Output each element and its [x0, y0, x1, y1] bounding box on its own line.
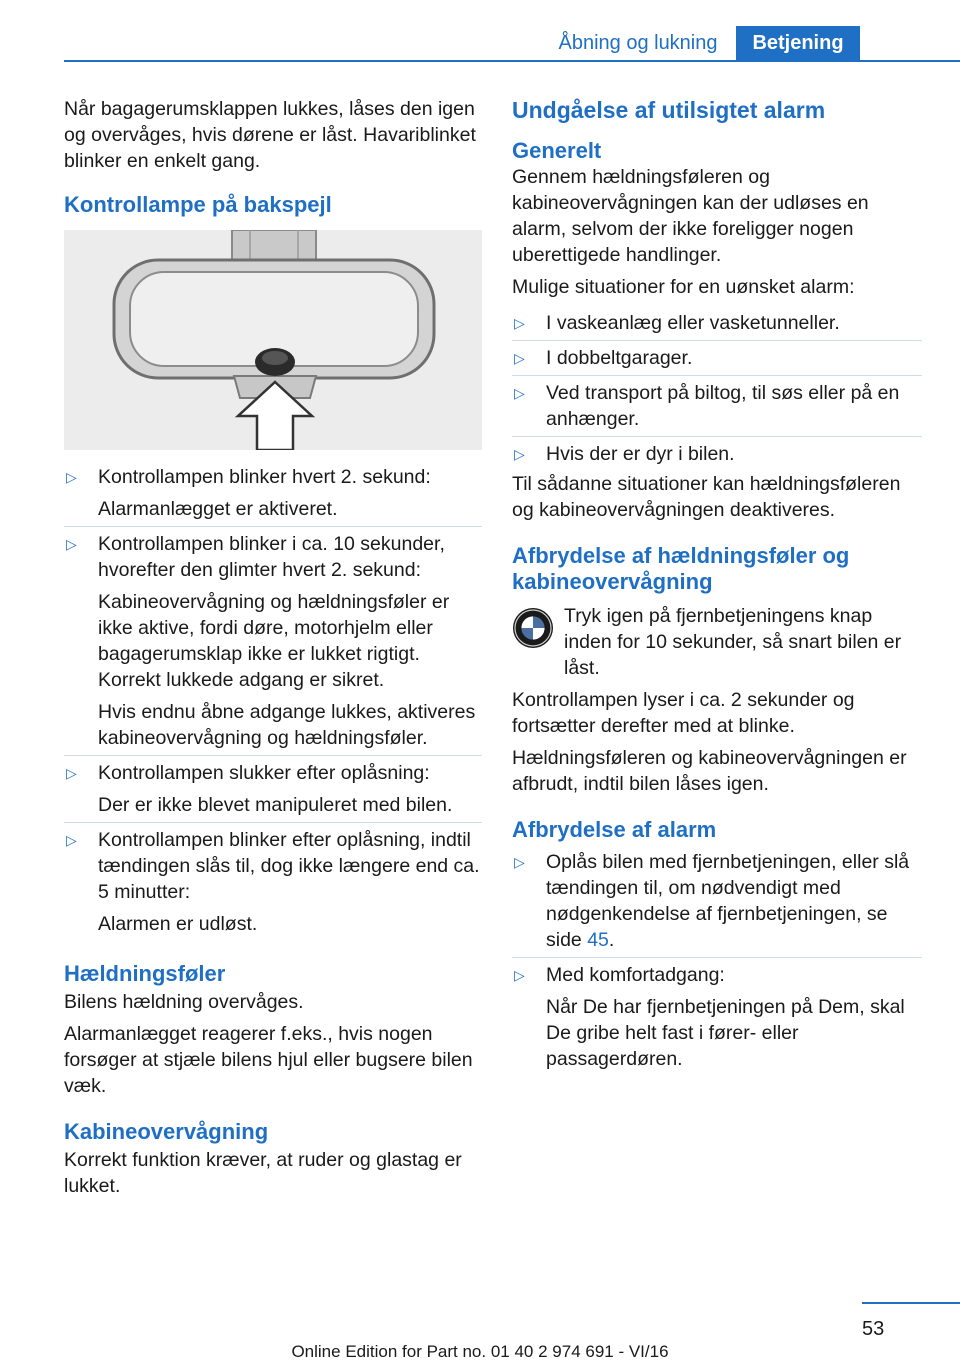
- alarm-item-text: Oplås bilen med fjernbetjeningen, eller slå tændingen til, om nødvendigt med nødgenkendelse af fjernbetjeningen, se side: [546, 851, 910, 951]
- interrupt-paragraph-3: Hældningsføleren og kabineovervågningen er afbrudt, indtil bilen låses igen.: [512, 747, 907, 795]
- triangle-bullet-icon: ▷: [514, 315, 525, 331]
- list-item: [64, 823, 482, 941]
- left-column: [64, 96, 482, 1205]
- list-item: [512, 306, 922, 341]
- list-item-text: I vaskeanlæg eller vasketunneller.: [546, 312, 840, 334]
- triangle-bullet-icon: ▷: [514, 854, 525, 870]
- edition-footer: Online Edition for Part no. 01 40 2 974 691 - VI/16: [291, 1342, 669, 1361]
- tab-chapter-label[interactable]: Betjening: [736, 26, 860, 60]
- triangle-bullet-icon: ▷: [514, 446, 525, 462]
- list-item-text: Kontrollampen blinker efter oplåsning, indtil tændingen slås til, dog ikke længere end ca. 5 minutter:: [98, 829, 480, 903]
- list-item-text: Kontrollampen slukker efter oplåsning:: [98, 762, 430, 784]
- tab-section-label[interactable]: Åbning og lukning: [558, 32, 718, 54]
- heading-general: Generelt: [512, 138, 602, 163]
- heading-indicator-lamp: Kontrollampe på bakspejl: [64, 192, 332, 217]
- list-item-detail: Kabineovervågning og hældningsføler er ikke aktive, fordi døre, motorhjelm eller bagagerumsklap ikke er lukket rigtigt. Korrekt lukkede adgang er sikret.: [98, 591, 450, 691]
- triangle-bullet-icon: ▷: [514, 967, 525, 983]
- list-item: [512, 958, 922, 1076]
- list-item: [512, 845, 922, 958]
- heading-interrupt: Afbrydelse af hældningsføler og kabineovervågning: [512, 543, 850, 594]
- list-item: [512, 376, 922, 437]
- rearview-mirror-figure: [64, 230, 482, 450]
- list-item-detail: Når De har fjernbetjeningen på Dem, skal De gribe helt fast i fører- eller passagerdøren.: [546, 996, 905, 1070]
- list-item-text: I dobbeltgarager.: [546, 347, 693, 369]
- interrupt-instruction: [512, 603, 922, 681]
- general-paragraph-3: Til sådanne situationer kan hældningsføleren og kabineovervågningen deaktiveres.: [512, 473, 901, 521]
- list-item: [64, 460, 482, 527]
- header-rule: [64, 60, 960, 62]
- list-item-detail: Hvis endnu åbne adgange lukkes, aktiveres kabineovervågning og hældningsføler.: [98, 701, 476, 749]
- triangle-bullet-icon: ▷: [514, 350, 525, 366]
- heading-tilt-sensor: Hældningsføler: [64, 961, 226, 986]
- heading-cabin-monitoring: Kabineovervågning: [64, 1119, 269, 1144]
- list-item-text: Hvis der er dyr i bilen.: [546, 443, 735, 465]
- intro-paragraph: Når bagagerumsklappen lukkes, låses den igen og overvåges, hvis dørene er låst. Havariblinket blinker en enkelt gang.: [64, 98, 476, 172]
- interrupt-paragraph-1: Tryk igen på fjernbetjeningens knap inden for 10 sekunder, så snart bilen er låst.: [564, 605, 902, 679]
- heading-stop-alarm: Afbrydelse af alarm: [512, 817, 717, 842]
- page-reference-link[interactable]: 45: [587, 929, 609, 951]
- list-item: [512, 341, 922, 376]
- list-item-text: Kontrollampen blinker hvert 2. sekund:: [98, 466, 431, 488]
- list-item: [512, 437, 922, 471]
- bmw-logo-icon: [512, 607, 554, 649]
- triangle-bullet-icon: ▷: [66, 469, 77, 485]
- triangle-bullet-icon: ▷: [66, 832, 77, 848]
- list-item-text: Med komfortadgang:: [546, 964, 725, 986]
- tilt-paragraph-2: Alarmanlægget reagerer f.eks., hvis nogen forsøger at stjæle bilens hjul eller bugsere bilen væk.: [64, 1023, 473, 1097]
- cabin-paragraph-1: Korrekt funktion kræver, at ruder og glastag er lukket.: [64, 1149, 462, 1197]
- list-item-detail: Alarmanlægget er aktiveret.: [98, 498, 338, 520]
- right-column: [512, 96, 922, 1076]
- page-header: [0, 0, 960, 62]
- list-item: [64, 756, 482, 823]
- list-item-text: Oplås bilen med fjernbetjeningen, eller slå tændingen til, om nødvendigt med nødgenkendelse af fjernbetjeningen, se side 45.: [546, 851, 910, 951]
- alarm-list: [512, 845, 922, 1076]
- list-item-text: Kontrollampen blinker i ca. 10 sekunder, hvorefter den glimter hvert 2. sekund:: [98, 533, 445, 581]
- footer-rule: [862, 1302, 960, 1304]
- triangle-bullet-icon: ▷: [66, 765, 77, 781]
- general-paragraph-1: Gennem hældningsføleren og kabineovervågningen kan der udløses en alarm, selvom der ikke foreligger nogen uberettigede handlinger.: [512, 166, 869, 266]
- triangle-bullet-icon: ▷: [66, 536, 77, 552]
- tilt-paragraph-1: Bilens hældning overvåges.: [64, 991, 304, 1013]
- situation-list: [512, 306, 922, 471]
- interrupt-paragraph-2: Kontrollampen lyser i ca. 2 sekunder og fortsætter derefter med at blinke.: [512, 689, 855, 737]
- heading-avoid-alarm: Undgåelse af utilsigtet alarm: [512, 97, 826, 123]
- list-item-text: Ved transport på biltog, til søs eller på en anhænger.: [546, 382, 900, 430]
- list-item-detail: Alarmen er udløst.: [98, 913, 258, 935]
- triangle-bullet-icon: ▷: [514, 385, 525, 401]
- indicator-list: [64, 460, 482, 941]
- list-item: [64, 527, 482, 756]
- list-item-detail: Der er ikke blevet manipuleret med bilen.: [98, 794, 453, 816]
- page-number: 53: [862, 1318, 885, 1340]
- general-paragraph-2: Mulige situationer for en uønsket alarm:: [512, 276, 855, 298]
